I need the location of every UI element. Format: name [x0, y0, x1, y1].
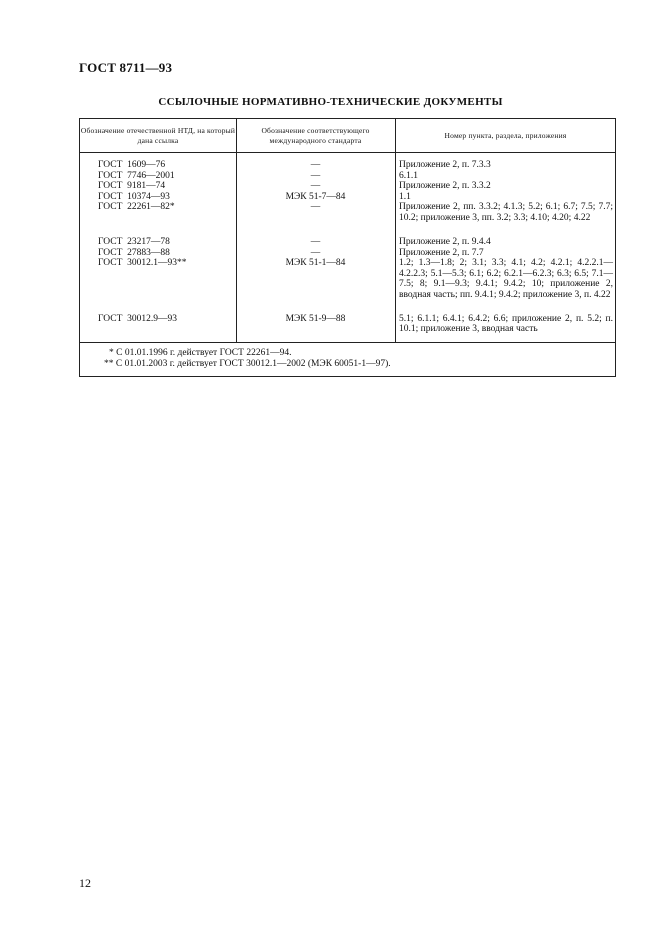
- clause-reference-cell: 1.2; 1.3—1.8; 2; 3.1; 3.3; 4.1; 4.2; 4.2.1; 4.2.2.1—4.2.2.3; 5.1—5.3; 6.1; 6.2; 6.2.1—6.2.3; 6.3; 6.5; 7.1—7.5; 8; 9.1—9.3; 9.4.1; 9.4.2; 10; приложение 2, вводная часть; пп. 9.4.1; 9.4.2; приложение 3, п. 4.22: [399, 258, 613, 300]
- clause-reference-cell: Приложение 2, пп. 3.3.2; 4.1.3; 5.2; 6.1; 6.7; 7.5; 7.7; 10.2; приложение 3, пп. 3.2; 3.3; 4.10; 4.20; 4.22: [399, 202, 613, 223]
- international-standard-cell: —: [310, 160, 321, 170]
- international-standard-cell: МЭК 51-9—88: [285, 313, 346, 324]
- international-standard-cell: —: [310, 247, 321, 258]
- clause-reference-cell: Приложение 2, п. 7.3.3: [399, 160, 491, 170]
- clause-reference-cell: 1.1: [399, 191, 411, 202]
- table-footnote-divider: [80, 342, 616, 343]
- national-document-cell: ГОСТ 7746—2001: [98, 170, 175, 181]
- page-number: 12: [79, 876, 91, 890]
- national-document-cell: ГОСТ 22261—82*: [98, 202, 175, 213]
- clause-reference-cell: 5.1; 6.1.1; 6.4.1; 6.4.2; 6.6; приложение 2, п. 5.2; п. 10.1; приложение 3, вводная часть: [399, 313, 613, 335]
- national-document-cell: ГОСТ 30012.1—93**: [98, 258, 187, 269]
- international-standard-cell: МЭК 51-1—84: [285, 258, 346, 269]
- national-document-cell: ГОСТ 27883—88: [98, 247, 170, 258]
- international-standard-cell: —: [310, 181, 321, 192]
- clause-reference-cell: 6.1.1: [399, 170, 418, 181]
- column-header-national-document: Обозначение отечественной НТД, на который дана ссылка: [80, 119, 236, 153]
- national-document-cell: ГОСТ 9181—74: [98, 181, 166, 192]
- clause-reference-cell: Приложение 2, п. 7.7: [399, 247, 484, 258]
- page-title: ССЫЛОЧНЫЕ НОРМАТИВНО-ТЕХНИЧЕСКИЕ ДОКУМЕНТЫ: [158, 96, 503, 108]
- international-standard-cell: —: [310, 202, 321, 213]
- international-standard-cell: —: [310, 170, 321, 181]
- national-document-cell: ГОСТ 30012.9—93: [98, 313, 177, 324]
- column-header-international-standard: Обозначение соответствующего международного стандарта: [236, 119, 395, 153]
- clause-reference-cell: Приложение 2, п. 3.3.2: [399, 181, 491, 192]
- international-standard-cell: —: [310, 237, 321, 247]
- national-document-cell: ГОСТ 1609—76: [98, 160, 166, 170]
- national-document-cell: ГОСТ 10374—93: [98, 191, 170, 202]
- column-divider: [236, 119, 237, 342]
- reference-documents-table: [79, 118, 616, 377]
- national-document-cell: ГОСТ 23217—78: [98, 237, 170, 247]
- international-standard-cell: МЭК 51-7—84: [285, 191, 346, 202]
- footnote: ** С 01.01.2003 г. действует ГОСТ 30012.1—2002 (МЭК 60051-1—97).: [104, 359, 391, 369]
- clause-reference-cell: Приложение 2, п. 9.4.4: [399, 237, 491, 247]
- column-header-clause-numbers: Номер пункта, раздела, приложения: [395, 119, 616, 153]
- document-code-header: ГОСТ 8711—93: [79, 60, 173, 75]
- footnote: * С 01.01.1996 г. действует ГОСТ 22261—94.: [109, 348, 292, 358]
- column-divider: [395, 119, 396, 342]
